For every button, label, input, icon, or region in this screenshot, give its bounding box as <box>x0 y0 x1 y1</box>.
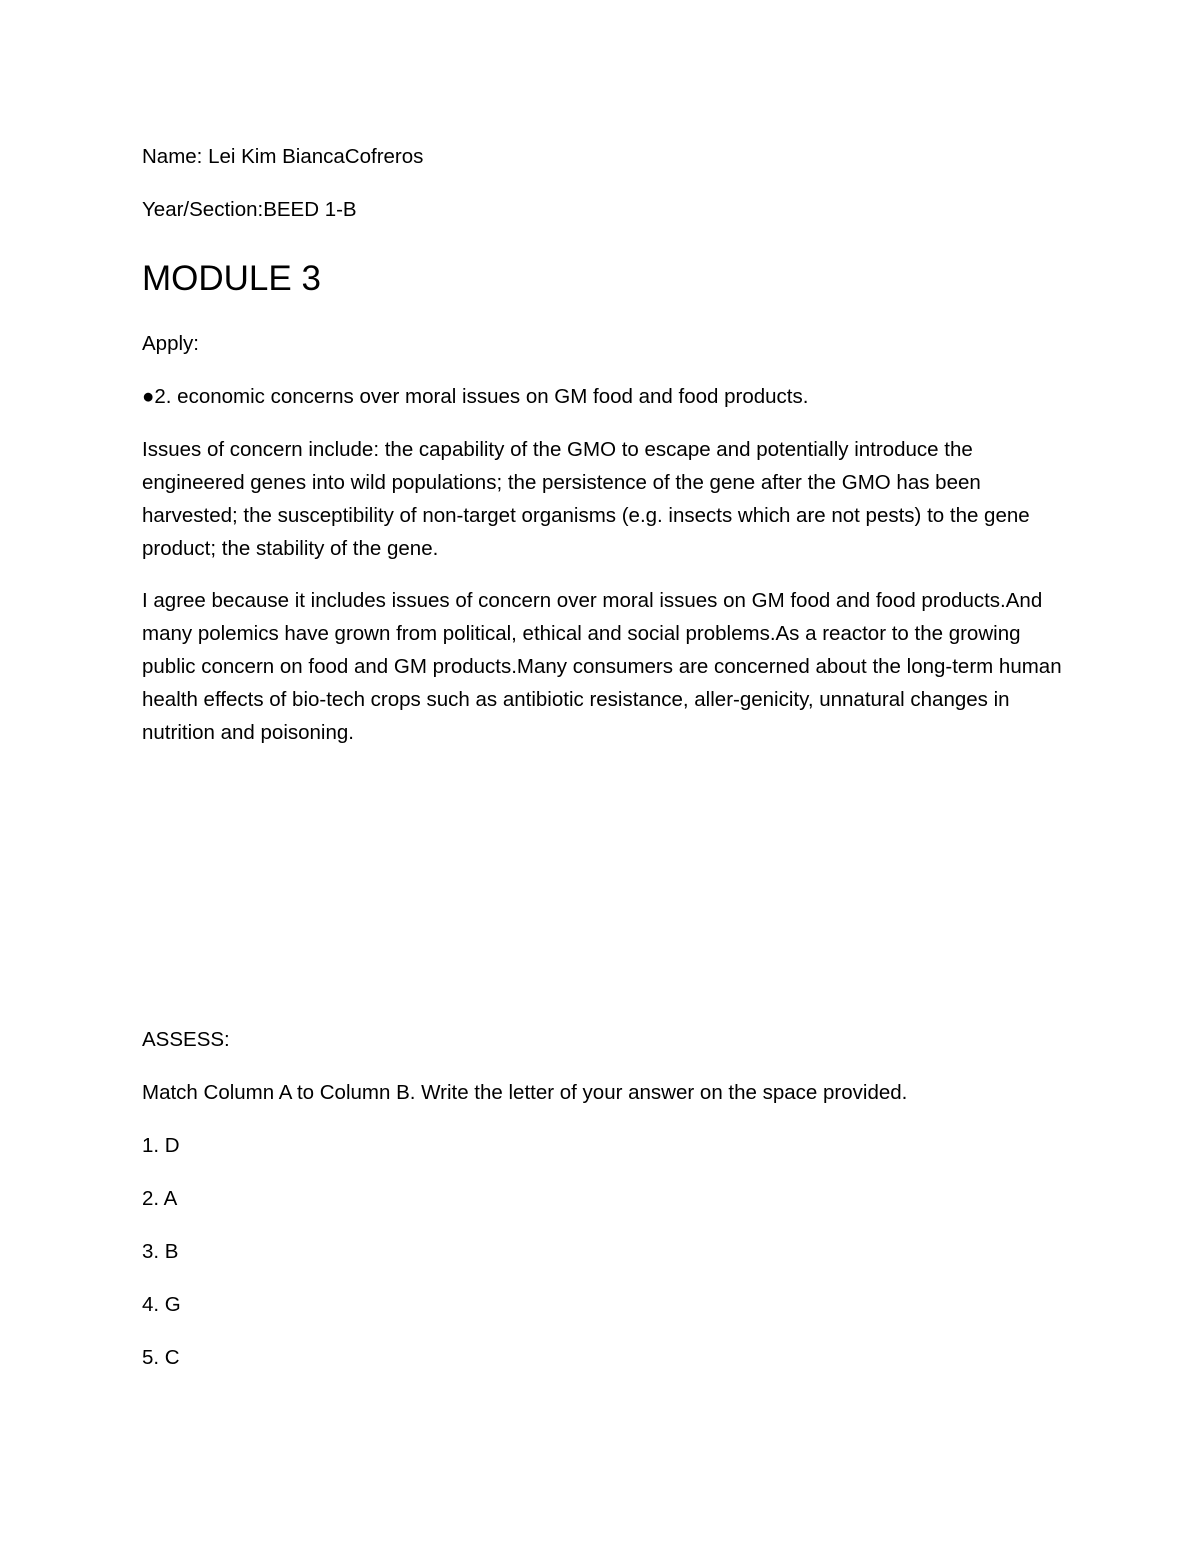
answer-item-4: 4. G <box>142 1293 181 1316</box>
answer-item-2: 2. A <box>142 1187 178 1210</box>
assess-section <box>142 1023 1062 1394</box>
student-name: Name: Lei Kim BiancaCofreros <box>142 145 424 168</box>
answer-item-1: 1. D <box>142 1134 180 1157</box>
apply-section <box>142 140 1062 749</box>
answer-item-3: 3. B <box>142 1240 179 1263</box>
apply-question: ●2. economic concerns over moral issues on GM food and food products. <box>142 385 809 408</box>
issues-paragraph: Issues of concern include: the capability of the GMO to escape and potentially introduce the engineered genes into wild populations; the persistence of the gene after the GMO has been harvested; the susceptibility of non-target organisms (e.g. insects which are not pests) to the gene product; the stability of the gene. <box>142 438 1030 560</box>
assess-heading: ASSESS: <box>142 1028 230 1051</box>
apply-heading: Apply: <box>142 332 199 355</box>
year-section: Year/Section:BEED 1-B <box>142 198 357 221</box>
answer-paragraph: I agree because it includes issues of concern over moral issues on GM food and food products.And many polemics have grown from political, ethical and social problems.As a reactor to the growing public concern on food and GM products.Many consumers are concerned about the long-term human health effects of bio-tech crops such as antibiotic resistance, aller-genicity, unnatural changes in nutrition and poisoning. <box>142 589 1062 744</box>
assess-instruction: Match Column A to Column B. Write the letter of your answer on the space provided. <box>142 1081 908 1104</box>
answer-item-5: 5. C <box>142 1346 180 1369</box>
module-title: MODULE 3 <box>142 259 321 298</box>
